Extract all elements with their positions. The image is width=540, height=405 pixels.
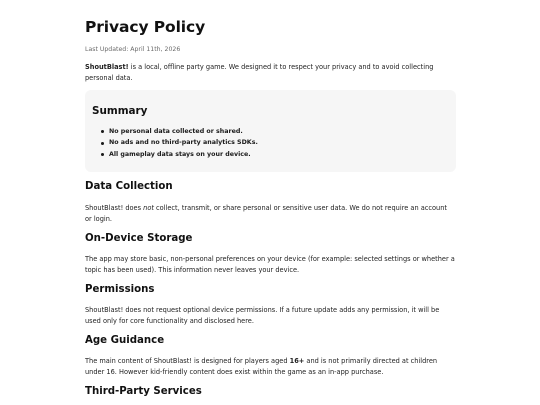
text-span: and is not primarily directed at children under 16. However kid-friendly content does exist within the game as an in-app purchase. [85, 357, 438, 376]
section-text-age-guidance [85, 356, 455, 378]
emphasis-text: not [143, 204, 154, 212]
summary-heading: Summary [92, 105, 148, 117]
summary-item: No personal data collected or shared. [107, 126, 258, 137]
summary-box [85, 90, 456, 172]
intro-text: is a local, offline party game. We designed it to respect your privacy and to avoid collecting personal data. [85, 63, 434, 82]
summary-list [107, 126, 258, 160]
section-heading-on-device-storage: On-Device Storage [85, 233, 193, 244]
text-span: The main content of ShoutBlast! is designed for players aged [85, 357, 290, 365]
text-span: ShoutBlast! does [85, 204, 144, 212]
summary-item: No ads and no third-party analytics SDKs. [107, 137, 258, 148]
age-rating: 16+ [289, 357, 305, 365]
section-text-on-device-storage: The app may store basic, non-personal preferences on your device (for example: selected settings or whether a topic has been used). This information never leaves your device. [85, 255, 455, 274]
text-span: collect, transmit, or share personal or sensitive user data. We do not require an account or login. [85, 204, 447, 223]
summary-item: All gameplay data stays on your device. [107, 149, 258, 160]
section-heading-data-collection: Data Collection [85, 181, 173, 192]
intro-paragraph [85, 62, 455, 84]
section-text-permissions: ShoutBlast! does not request optional device permissions. If a future update adds any permission, it will be used only for core functionality and disclosed here. [85, 306, 440, 325]
page-title: Privacy Policy [85, 18, 206, 36]
app-name: ShoutBlast! [85, 63, 129, 71]
section-heading-permissions: Permissions [85, 284, 155, 295]
section-heading-third-party: Third-Party Services [85, 386, 202, 397]
section-text-data-collection [85, 203, 455, 225]
section-heading-age-guidance: Age Guidance [85, 335, 165, 346]
last-updated-date: Last Updated: April 11th, 2026 [85, 46, 181, 53]
